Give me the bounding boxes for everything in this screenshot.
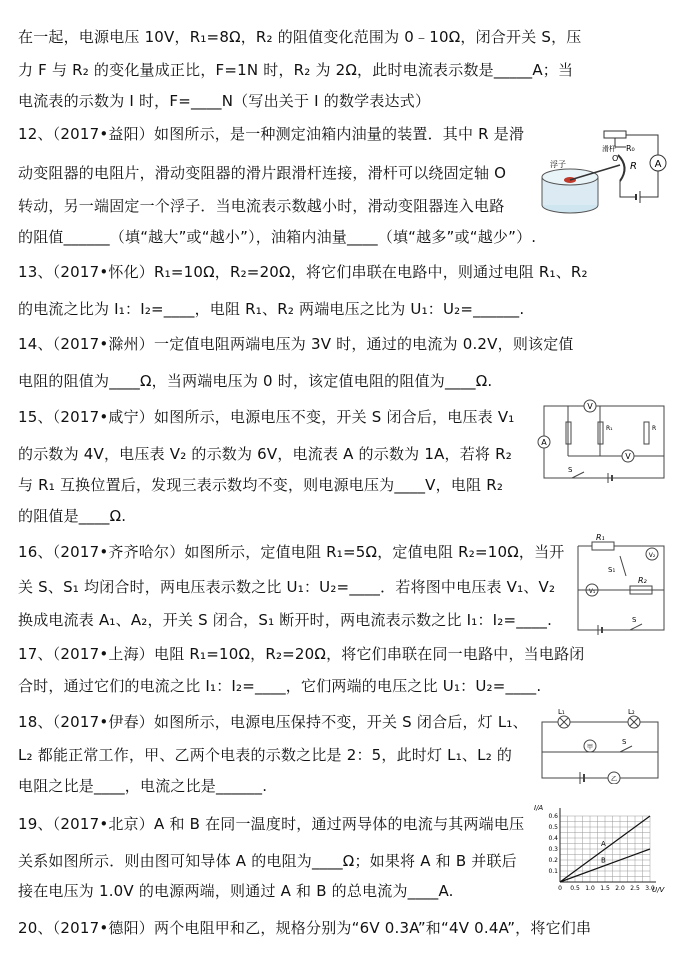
x-tick-labels xyxy=(558,885,655,892)
svg-text:R₁: R₁ xyxy=(596,533,605,542)
oil-gauge-figure xyxy=(540,125,674,223)
text-line-10: 14、（2017•滁州）一定值电阻两端电压为 3V 时，通过的电流为 0.2V，则该定值 xyxy=(18,335,574,353)
svg-text:R₁: R₁ xyxy=(606,425,613,432)
text-line-11: 电阻的阻值为____Ω，当两端电压为 0 时，该定值电阻的阻值为____Ω. xyxy=(18,372,493,390)
text-line-13: 的示数为 4V，电压表 V₂ 的示数为 6V，电流表 A 的示数为 1A，若将 R₂ xyxy=(18,445,512,463)
svg-text:L₂: L₂ xyxy=(628,708,635,716)
y-tick-label: 0.6 xyxy=(548,813,558,820)
text-line-17: 关 S、S₁ 均闭合时，两电压表示数之比 U₁：U₂=____．若将图中电压表 V₁、V₂ xyxy=(18,578,556,596)
text-line-5: 动变阻器的电阻片，滑动变阻器的滑片跟滑杆连接，滑杆可以绕固定轴 O xyxy=(18,164,507,182)
svg-text:R: R xyxy=(630,161,637,172)
circuit-figure-18 xyxy=(534,706,666,784)
y-tick-labels xyxy=(548,813,558,875)
text-line-12: 15、（2017•咸宁）如图所示，电源电压不变，开关 S 闭合后，电压表 V₁ xyxy=(18,408,515,426)
svg-text:甲: 甲 xyxy=(586,744,594,751)
x-tick-label: 0 xyxy=(558,885,562,892)
oil-gauge-diagram xyxy=(540,125,674,223)
y-tick-label: 0.2 xyxy=(548,857,558,864)
svg-text:R₂: R₂ xyxy=(638,576,647,585)
text-line-21: 18、（2017•伊春）如图所示，电源电压保持不变，开关 S 闭合后，灯 L₁、 xyxy=(18,713,528,731)
series-label-B: B xyxy=(601,856,606,865)
series-label-A: A xyxy=(601,840,606,848)
text-line-7: 的阻值______（填“越大”或“越小”），油箱内油量____（填“越多”或“越少”）. xyxy=(18,228,537,246)
svg-text:R₀: R₀ xyxy=(626,144,635,153)
svg-text:乙: 乙 xyxy=(610,776,618,783)
svg-text:R: R xyxy=(652,425,657,432)
text-line-22: L₂ 都能正常工作，甲、乙两个电表的示数之比是 2：5，此时灯 L₁、L₂ 的 xyxy=(18,746,513,764)
x-tick-label: 1.5 xyxy=(600,885,610,892)
x-tick-label: 1.0 xyxy=(585,885,595,892)
y-axis-label: I/A xyxy=(534,804,544,812)
y-tick-label: 0.5 xyxy=(548,824,558,831)
text-line-6: 转动，另一端固定一个浮子．当电流表示数越小时，滑动变阻器连入电路 xyxy=(18,197,505,215)
svg-text:S: S xyxy=(632,616,637,624)
circuit-diagram-15 xyxy=(532,396,674,494)
x-tick-label: 3.0 xyxy=(645,885,655,892)
x-tick-label: 2.0 xyxy=(615,885,625,892)
text-line-2: 力 F 与 R₂ 的变化量成正比，F=1N 时，R₂ 为 2Ω，此时电流表示数是_____A；当 xyxy=(18,61,574,79)
iu-chart xyxy=(530,800,670,896)
svg-text:O: O xyxy=(612,154,619,163)
svg-text:浮子: 浮子 xyxy=(550,160,566,169)
svg-text:L₁: L₁ xyxy=(558,708,565,716)
text-line-18: 换成电流表 A₁、A₂，开关 S 闭合，S₁ 断开时，两电流表示数之比 I₁：I₂=____. xyxy=(18,611,553,629)
svg-text:S: S xyxy=(622,738,627,746)
text-line-25: 关系如图所示．则由图可知导体 A 的电阻为____Ω；如果将 A 和 B 并联后 xyxy=(18,852,517,870)
x-tick-label: 0.5 xyxy=(570,885,580,892)
svg-text:S: S xyxy=(568,466,573,474)
svg-text:V₂: V₂ xyxy=(648,552,656,559)
x-tick-label: 2.5 xyxy=(630,885,640,892)
text-line-26: 接在电压为 1.0V 的电源两端，则通过 A 和 B 的总电流为____A. xyxy=(18,882,454,900)
text-line-1: 在一起，电源电压 10V，R₁=8Ω，R₂ 的阻值变化范围为 0﹣10Ω，闭合开关 S，压 xyxy=(18,28,582,46)
svg-text:A: A xyxy=(654,159,662,170)
circuit-diagram-16 xyxy=(568,532,672,640)
circuit-diagram-18 xyxy=(534,706,666,784)
text-line-14: 与 R₁ 互换位置后，发现三表示数均不变，则电源电压为____V，电阻 R₂ xyxy=(18,476,504,494)
svg-text:滑杆: 滑杆 xyxy=(602,145,616,153)
svg-text:A: A xyxy=(541,438,547,447)
text-line-8: 13、（2017•怀化）R₁=10Ω，R₂=20Ω，将它们串联在电路中，则通过电阻 R₁、R₂ xyxy=(18,263,588,281)
iu-chart-figure xyxy=(530,800,670,896)
text-line-15: 的阻值是____Ω. xyxy=(18,507,127,525)
circuit-figure-15 xyxy=(532,396,674,494)
text-line-3: 电流表的示数为 I 时，F=____N（写出关于 I 的数学表达式） xyxy=(18,92,431,110)
text-line-20: 合时，通过它们的电流之比 I₁：I₂=____，它们两端的电压之比 U₁：U₂=____. xyxy=(18,677,542,695)
svg-text:V: V xyxy=(625,452,631,461)
svg-text:V: V xyxy=(587,402,593,411)
text-line-19: 17、（2017•上海）电阻 R₁=10Ω，R₂=20Ω，将它们串联在同一电路中，当电路闭 xyxy=(18,645,585,663)
svg-text:V₁: V₁ xyxy=(588,588,596,595)
text-line-4: 12、（2017•益阳）如图所示，是一种测定油箱内油量的装置．其中 R 是滑 xyxy=(18,125,525,143)
circuit-figure-16 xyxy=(568,532,672,640)
y-tick-label: 0.3 xyxy=(548,846,558,853)
text-line-23: 电阻之比是____，电流之比是______. xyxy=(18,777,268,795)
text-line-27: 20、（2017•德阳）两个电阻甲和乙，规格分别为“6V 0.3A”和“4V 0.4A”，将它们串 xyxy=(18,919,592,937)
svg-text:S₁: S₁ xyxy=(608,566,616,574)
text-line-9: 的电流之比为 I₁：I₂=____，电阻 R₁、R₂ 两端电压之比为 U₁：U₂=______. xyxy=(18,300,525,318)
x-axis-label: U/V xyxy=(652,886,665,894)
y-tick-label: 0.1 xyxy=(548,868,558,875)
text-line-24: 19、（2017•北京）A 和 B 在同一温度时，通过两导体的电流与其两端电压 xyxy=(18,815,525,833)
y-tick-label: 0.4 xyxy=(548,835,558,842)
text-line-16: 16、（2017•齐齐哈尔）如图所示，定值电阻 R₁=5Ω，定值电阻 R₂=10Ω，当开 xyxy=(18,543,565,561)
